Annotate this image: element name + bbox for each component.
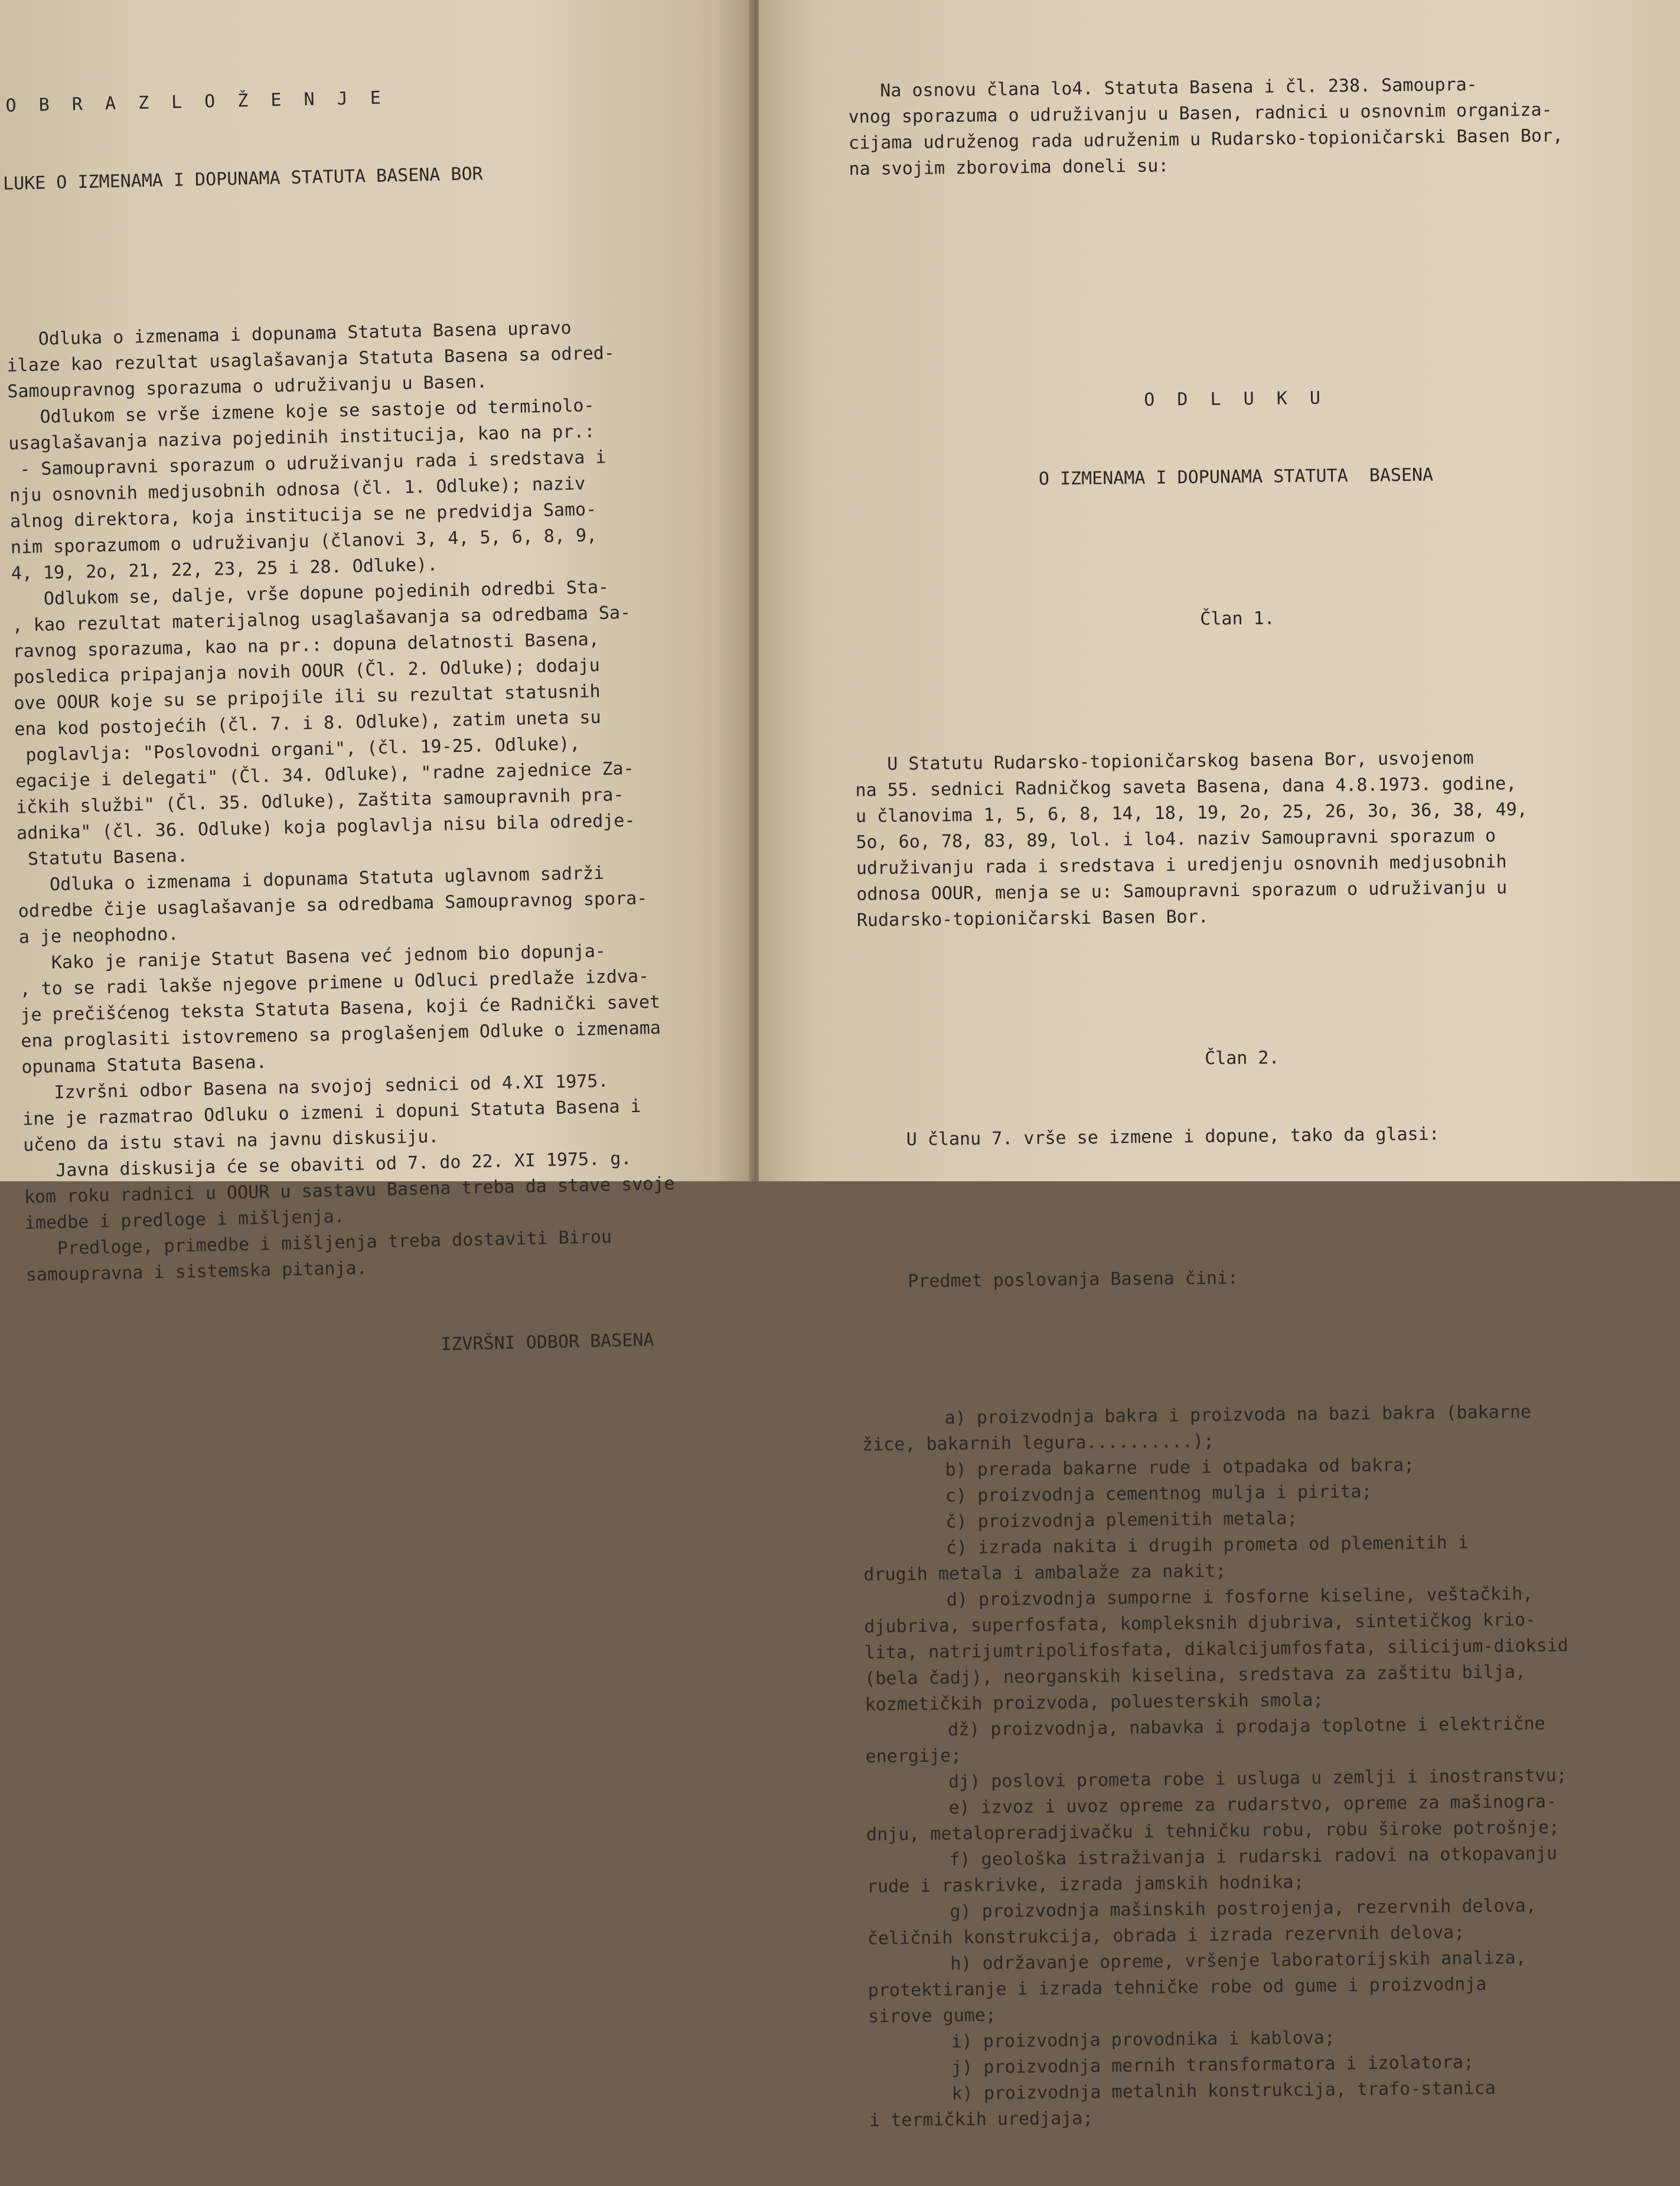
right-intro xyxy=(848,70,1617,183)
clan2-heading: Član 2. xyxy=(1204,1047,1280,1069)
left-body-line: egacije i delegati" (Čl. 34. Odluke), "radne zajednice Za- xyxy=(15,758,634,792)
left-subtitle: LUKE O IZMENAMA I DOPUNAMA STATUTA BASENA BOR xyxy=(2,163,484,194)
right-page-text xyxy=(847,18,1637,2185)
clan1-line: U Statutu Rudarsko-topioničarskog basena Bor, usvojenom xyxy=(854,747,1474,775)
left-body-line: - Samoupravni sporazum o udruživanju rada i sredstava i xyxy=(8,447,606,480)
right-subtitle: O IZMENAMA I DOPUNAMA STATUTA BASENA xyxy=(1038,464,1434,490)
clan1-line: Rudarsko-topioničarski Basen Bor. xyxy=(856,906,1209,931)
list-item: i) proizvodnja provodnika i kablova; xyxy=(951,2027,1336,2053)
left-body-line: samoupravna i sistemska pitanja. xyxy=(25,1257,367,1286)
left-body-line: učeno da istu stavi na javnu diskusiju. xyxy=(22,1126,439,1156)
clan1-line: 5o, 6o, 78, 83, 89, lol. i lo4. naziv Samoupravni sporazum o xyxy=(856,825,1496,853)
intro-line: Na osnovu člana lo4. Statuta Basena i čl. 238. Samoupra- xyxy=(847,74,1477,102)
list-item-continuation: djubriva, superfosfata, kompleksnih djubriva, sintetičkog krio- xyxy=(864,1609,1537,1637)
left-body-line: kom roku radnici u OOUR u sastavu Basena treba da stave svoje xyxy=(24,1173,675,1208)
list-item: a) proizvodnja bakra i proizvoda na bazi bakra (bakarne xyxy=(944,1402,1532,1429)
list-item: d) proizvodnja sumporne i fosforne kiseline, veštačkih, xyxy=(946,1583,1534,1611)
left-page-text xyxy=(0,28,679,1419)
list-item-continuation: lita, natrijumtripolifosfata, dikalcijumfosfata, silicijum-dioksid xyxy=(864,1635,1569,1663)
left-body-line: Odluka o izmenama i dopunama Statuta uglavnom sadrži xyxy=(17,862,605,896)
left-body-line: Odluka o izmenama i dopunama Statuta Basena upravo xyxy=(6,317,572,350)
list-item: b) prerada bakarne rude i otpadaka od bakra; xyxy=(945,1455,1415,1481)
left-body-line: ove OOUR koje su se pripojile ili su rezultat statusnih xyxy=(14,680,601,714)
list-item: g) proizvodnja mašinskih postrojenja, rezervnih delova, xyxy=(950,1895,1537,1923)
left-signature: IZVRŠNI ODBOR BASENA xyxy=(441,1330,654,1355)
right-page xyxy=(759,0,1680,2131)
left-body-line: nju osnovnih medjusobnih odnosa (čl. 1. Odluke); naziv xyxy=(9,473,586,506)
list-item-continuation: žice, bakarnih legura..........); xyxy=(862,1431,1215,1455)
left-body-line: ine je razmatrao Odluku o izmeni i dopuni Statuta Basena i xyxy=(22,1096,641,1130)
activity-list xyxy=(862,1398,1637,2134)
left-body-line: ravnog sporazuma, kao na pr.: dopuna delatnosti Basena, xyxy=(12,628,600,662)
left-page xyxy=(0,0,753,1355)
left-body-line: posledica pripajanja novih OOUR (Čl. 2. Odluke); dodaju xyxy=(13,654,601,688)
list-item: č) proizvodnja plemenitih metala; xyxy=(945,1508,1298,1533)
list-item: h) održavanje opreme, vršenje laboratorijskih analiza, xyxy=(950,1947,1526,1975)
left-body-line: ilaze kao rezultat usaglašavanja Statuta Basena sa odred- xyxy=(6,343,615,376)
list-item: dž) proizvodnja, nabavka i prodaja toplotne i električne xyxy=(948,1713,1545,1741)
left-body-line: ena proglasiti istovremeno sa proglašenjem Odluke o izmenama xyxy=(21,1017,661,1052)
clan2-intro: U članu 7. vrše se izmene i dopune, tako da glasi: xyxy=(906,1123,1440,1151)
list-item-continuation: dnju, metalopreradjivačku i tehničku robu, robu široke potrošnje; xyxy=(866,1817,1560,1845)
left-body-line: Samoupravnog sporazuma o udruživanju u Basen. xyxy=(7,371,488,402)
left-body-line: adnika" (čl. 36. Odluke) koja poglavlja nisu bila odredje- xyxy=(16,810,635,844)
clan1-line: odnosa OOUR, menja se u: Samoupravni sporazum o udruživanju u xyxy=(856,877,1508,905)
clan1-line: udruživanju rada i sredstava i uredjenju osnovnih medjusobnih xyxy=(856,851,1507,879)
left-body-line: Odlukom se, dalje, vrše dopune pojedinih odredbi Sta- xyxy=(11,576,609,610)
clan1-heading: Član 1. xyxy=(1200,608,1275,630)
left-body-line: nim sporazumom o udruživanju (članovi 3, 4, 5, 6, 8, 9, xyxy=(10,525,598,558)
left-body-line: , to se radi lakše njegove primene u Odluci predlaže izdva- xyxy=(19,966,650,1000)
list-item-continuation: drugih metala i ambalaže za nakit; xyxy=(863,1561,1226,1585)
list-item: f) geološka istraživanja i rudarski radovi na otkopavanju xyxy=(949,1843,1558,1871)
list-item-continuation: (bela čadj), neorganskih kiselina, sredstava za zaštitu bilja, xyxy=(865,1662,1526,1689)
left-body-line: , kao rezultat materijalnog usaglašavanja sa odredbama Sa- xyxy=(12,602,631,636)
left-body-line: Statutu Basena. xyxy=(17,845,188,870)
left-body-line: imedbe i predloge i mišljenja. xyxy=(24,1206,345,1234)
left-body-line: poglavlja: "Poslovodni organi", (čl. 19-25. Odluke), xyxy=(14,733,580,766)
left-body-line: Kako je ranije Statut Basena već jednom bio dopunja- xyxy=(19,940,606,974)
left-body-line: Izvršni odbor Basena na svojoj sednici od 4.XI 1975. xyxy=(21,1070,609,1104)
left-body-line: Javna diskusija će se obaviti od 7. do 22. XI 1975. g. xyxy=(23,1148,632,1182)
list-item-continuation: energije; xyxy=(865,1745,962,1767)
left-body-line: Odlukom se vrše izmene koje se sastoje od terminolo- xyxy=(7,395,595,428)
right-title: O D L U K U xyxy=(1144,387,1327,411)
clan1-line: u članovima 1, 5, 6, 8, 14, 18, 19, 2o, 25, 26, 3o, 36, 38, 49, xyxy=(855,799,1528,827)
left-body-line: alnog direktora, koja institucija se ne predvidja Samo- xyxy=(9,499,597,532)
list-item: ć) izrada nakita i drugih prometa od plemenitih i xyxy=(945,1532,1469,1559)
list-item: k) proizvodnja metalnih konstrukcija, trafo-stanica xyxy=(951,2077,1496,2104)
left-body-line: Predloge, primedbe i mišljenja treba dostaviti Birou xyxy=(25,1226,612,1260)
list-item-continuation: i termičkih uredjaja; xyxy=(869,2107,1094,2131)
list-item: e) izvoz i uvoz opreme za rudarstvo, opreme za mašinogra- xyxy=(948,1791,1557,1819)
intro-line: na svojim zborovima doneli su: xyxy=(849,155,1169,180)
left-body xyxy=(6,314,677,1289)
left-body-line: opunama Statuta Basena. xyxy=(21,1051,268,1078)
left-body-line: ena kod postojećih (čl. 7. i 8. Odluke), zatim uneta su xyxy=(14,706,601,740)
list-item-continuation: čeličnih konstrukcija, obrada i izrada rezervnih delova; xyxy=(867,1922,1465,1949)
clan1-body xyxy=(855,744,1624,934)
list-item-continuation: sirove gume; xyxy=(868,2005,997,2027)
left-body-line: 4, 19, 2o, 21, 22, 23, 25 i 28. Odluke). xyxy=(11,554,438,584)
intro-line: cijama udruženog rada udruženim u Rudarsko-topioničarski Basen Bor, xyxy=(848,125,1564,154)
list-item: dj) poslovi prometa robe i usluga u zemlji i inostranstvu; xyxy=(948,1765,1567,1793)
list-item: c) proizvodnja cementnog mulja i pirita; xyxy=(945,1481,1372,1507)
predmet-line: Predmet poslovanja Basena čini: xyxy=(908,1268,1239,1292)
left-title: O B R A Z L O Ž E N J E xyxy=(5,87,387,116)
list-item: j) proizvodnja mernih transformatora i izolatora; xyxy=(951,2052,1475,2079)
list-item-continuation: kozmetičkih proizvoda, poluesterskih smola; xyxy=(865,1689,1324,1715)
left-body-line: usaglašavanja naziva pojedinih institucija, kao na pr.: xyxy=(8,421,595,454)
left-body-line: je prečišćenog teksta Statuta Basena, koji će Radnički savet xyxy=(20,991,661,1026)
list-item-continuation: rude i raskrivke, izrada jamskih hodnika; xyxy=(866,1872,1304,1897)
clan1-line: na 55. sednici Radničkog saveta Basena, dana 4.8.1973. godine, xyxy=(855,773,1517,801)
left-body-line: a je neophodno. xyxy=(18,923,180,948)
intro-line: vnog sporazuma o udruživanju u Basen, radnici u osnovnim organiza- xyxy=(848,99,1552,128)
left-body-line: odredbe čije usaglašavanje sa odredbama Samoupravnog spora- xyxy=(18,888,648,922)
list-item-continuation: protektiranje i izrada tehničke robe od gume i proizvodnja xyxy=(867,1973,1487,2001)
left-body-line: ičkih službi" (Čl. 35. Odluke), Zaštita samoupravnih pra- xyxy=(15,784,624,818)
